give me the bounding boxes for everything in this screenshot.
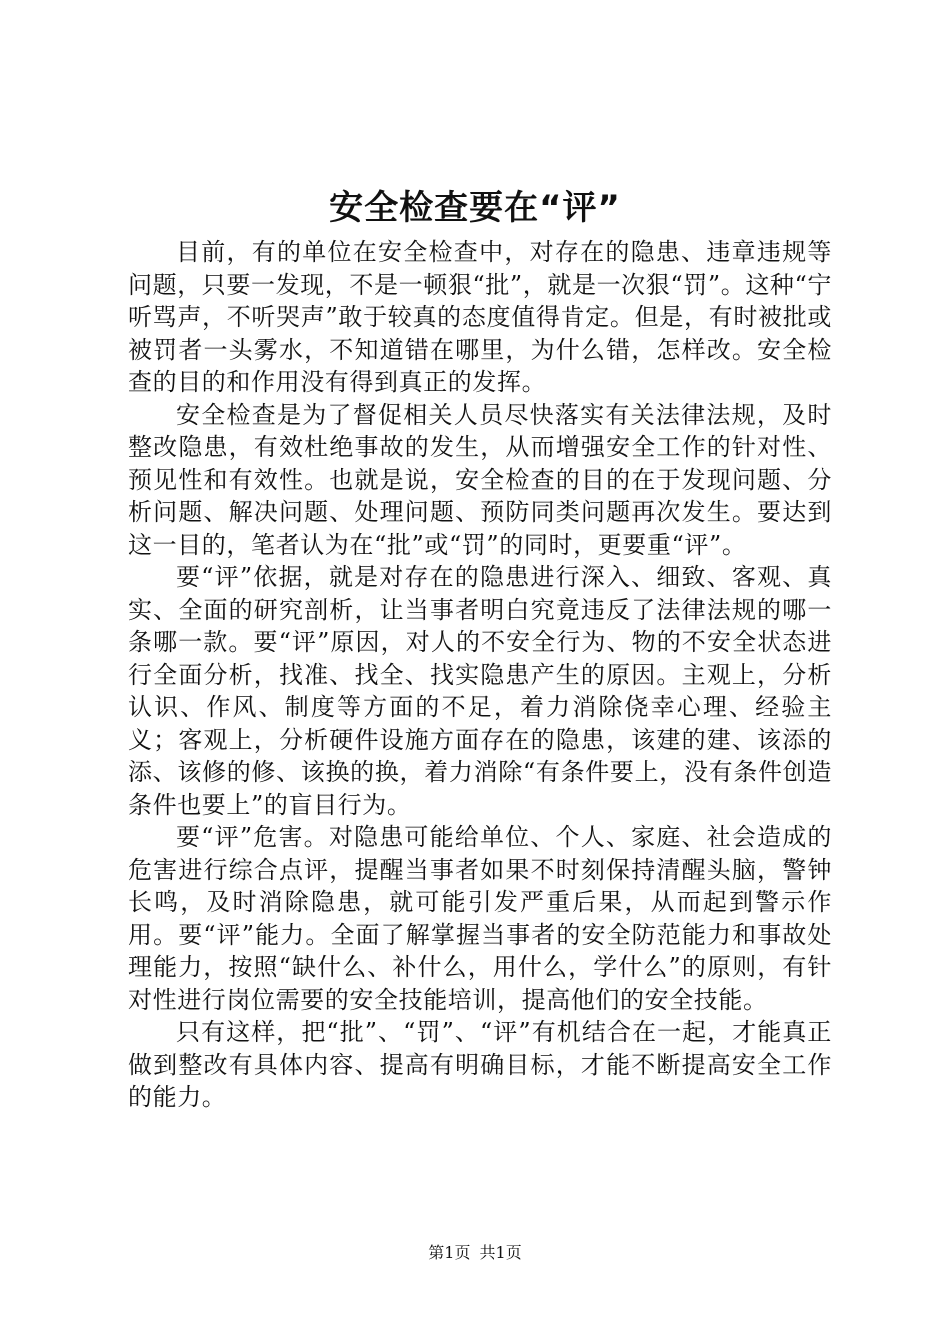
document-title: 安全检查要在“评” bbox=[329, 188, 621, 228]
paragraph-4: 要“评”危害。对隐患可能给单位、个人、家庭、社会造成的危害进行综合点评，提醒当事者如果不时刻保持清醒头脑，警钟长鸣，及时消除隐患，就可能引发严重后果，从而起到警示作用。要“评”能力。全面了解掌握当事者的安全防范能力和事故处理能力，按照“缺什么、补什么，用什么，学什么”的原则，有针对性进行岗位需要的安全技能培训，提高他们的安全技能。 bbox=[128, 823, 832, 1014]
paragraph-5: 只有这样，把“批”、“罚”、“评”有机结合在一起，才能真正做到整改有具体内容、提高有明确目标，才能不断提高安全工作的能力。 bbox=[128, 1018, 832, 1111]
document-body bbox=[128, 236, 832, 1114]
page-total: 共1页 bbox=[479, 1243, 522, 1262]
page-number: 第1页 bbox=[428, 1243, 471, 1262]
page-footer bbox=[0, 1243, 950, 1263]
paragraph-1: 目前，有的单位在安全检查中，对存在的隐患、违章违规等问题，只要一发现，不是一顿狠“批”，就是一次狠“罚”。这种“宁听骂声，不听哭声”敢于较真的态度值得肯定。但是，有时被批或被罚者一头雾水，不知道错在哪里，为什么错，怎样改。安全检查的目的和作用没有得到真正的发挥。 bbox=[128, 238, 832, 396]
paragraph-3: 要“评”依据，就是对存在的隐患进行深入、细致、客观、真实、全面的研究剖析，让当事者明白究竟违反了法律法规的哪一条哪一款。要“评”原因，对人的不安全行为、物的不安全状态进行全面分析，找准、找全、找实隐患产生的原因。主观上，分析认识、作风、制度等方面的不足，着力消除侥幸心理、经验主义；客观上，分析硬件设施方面存在的隐患，该建的建、该添的添、该修的修、该换的换，着力消除“有条件要上，没有条件创造条件也要上”的盲目行为。 bbox=[128, 563, 832, 819]
paragraph-2: 安全检查是为了督促相关人员尽快落实有关法律法规，及时整改隐患，有效杜绝事故的发生，从而增强安全工作的针对性、预见性和有效性。也就是说，安全检查的目的在于发现问题、分析问题、解决问题、处理问题、预防同类问题再次发生。要达到这一目的，笔者认为在“批”或“罚”的同时，更要重“评”。 bbox=[128, 400, 832, 559]
